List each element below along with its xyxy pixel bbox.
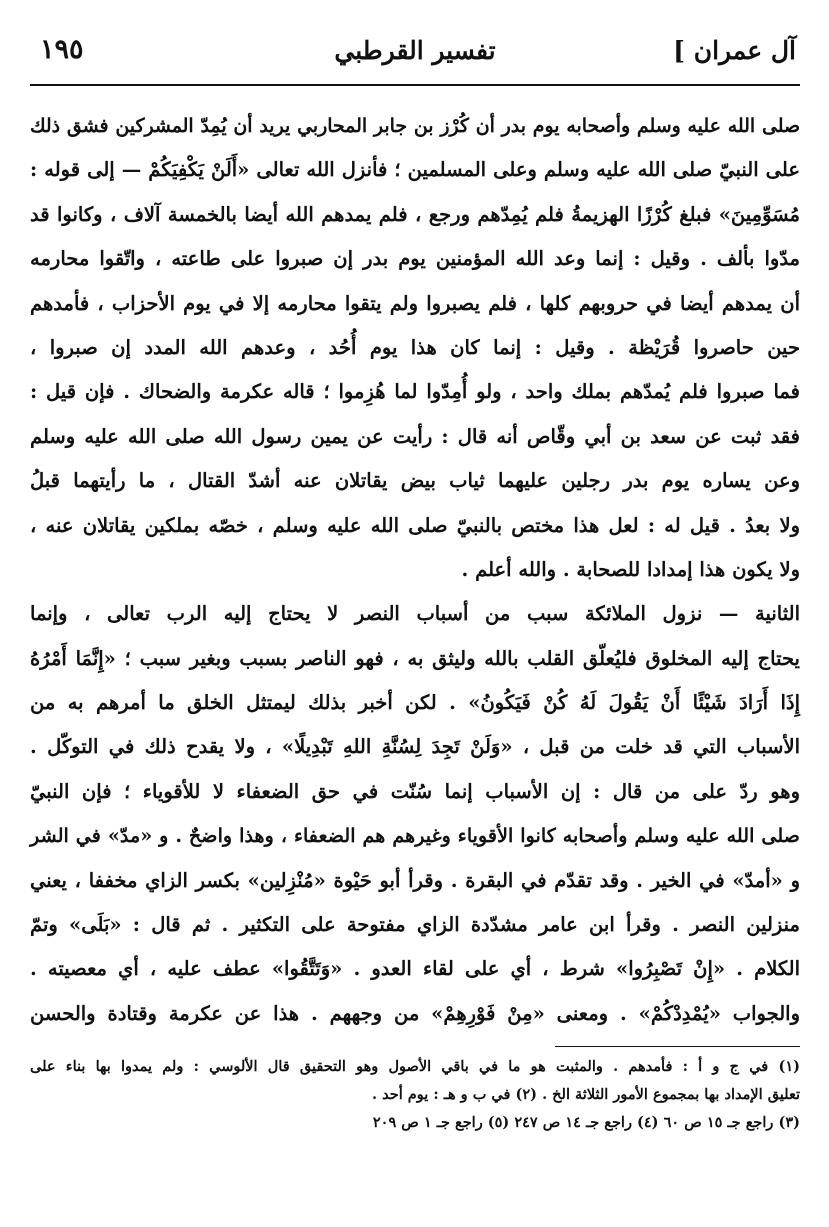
text-line: مُسَوِّمِينَ» فبلغ كُرْزًا الهزيمةُ فلم يُمِدّهم ورجع ، فلم يمدهم الله أيضا بالخمسة آلاف ، وكانوا قد [30,202,800,226]
page-header [30,28,800,86]
text-line: صلى الله عليه وسلم وأصحابه كانوا الأقوياء وغيرهم هم الضعفاء ، وهذا واضحٌ . و «مدّ» في الشر [30,824,800,848]
text-line: والجواب «يُمْدِدْكُمْ» . ومعنى «مِنْ فَوْرِهِمْ» من وجههم . هذا عن عكرمة وقتادة والحسن [30,1001,800,1025]
text-line: ولا يكون هذا إمدادا للصحابة . والله أعلم . [461,557,800,581]
text-line: الأسباب التي قد خلت من قبل ، «وَلَنْ تَجِدَ لِسُنَّةِ اللهِ تَبْدِيلًا» ، ولا يقدح ذلك في التوكّل . [30,735,800,759]
text-line: و «أمدّ» في الخير . وقد تقدّم في البقرة . وقرأ أبو حَيْوة «مُنْزِلين» بكسر الزاي مخففا ، يعني [30,868,800,892]
footnote-line: تعليق الإمداد بها بمجموع الأمور الثلاثة الخ . (٢) في ب و هـ : يوم أحد . [372,1086,800,1104]
book-page [30,28,800,1208]
page-number: ١٩٥ [40,34,84,65]
text-line: ولا بعدُ . قيل له : لعل هذا مختص بالنبيّ صلى الله عليه وسلم ، خصّه بملكين يقاتلان عنه ، [30,513,800,537]
main-text [30,104,800,1036]
footnote-line: (٣) راجع جـ ١٥ ص ٦٠ (٤) راجع جـ ١٤ ص ٢٤٧ (٥) راجع جـ ١ ص ٢٠٩ [372,1114,800,1132]
text-line: فقد ثبت عن سعد بن أبي وقّاص أنه قال : رأيت عن يمين رسول الله صلى الله عليه وسلم [30,424,800,448]
text-line: أن يمدهم أيضا في حروبهم كلها ، فلم يصبروا ولم يتقوا محارمه إلا في يوم الأحزاب ، فأمدهم [30,291,800,315]
footnote-line: (١) في ج و أ : فأمدهم . والمثبت هو ما في باقي الأصول وهو التحقيق قال الألوسي : ولم يمدوا بها بناء على [30,1058,800,1076]
surah-name: آل عمران ] [673,36,796,65]
text-line: الكلام . «إِنْ تَصْبِرُوا» شرط ، أي على لقاء العدو . «وَتَتَّقُوا» عطف عليه ، أي معصيته . [30,957,800,981]
text-line: حين حاصروا قُرَيْظة . وقيل : إنما كان هذا يوم أُحُد ، وعدهم الله المدد إن صبروا ، [30,335,800,359]
text-line: على النبيّ صلى الله عليه وسلم وعلى المسلمين ؛ فأنزل الله تعالى «أَلَنْ يَكْفِيَكُمْ — إلى قوله : [30,158,800,182]
book-title: تفسير القرطبي [334,36,496,65]
text-line: إِذَا أَرَادَ شَيْئًا أَنْ يَقُولَ لَهُ كُنْ فَيَكُونُ» . لكن أخبر بذلك ليمتثل الخلق ما أمرهم به من [30,691,800,715]
footnote-divider [555,1046,800,1047]
text-line: الثانية — نزول الملائكة سبب من أسباب النصر لا يحتاج إليه الرب تعالى ، وإنما [30,602,800,626]
text-line: وهو ردّ على من قال : إن الأسباب إنما سُنّت في حق الضعفاء لا للأقوياء ؛ فإن النبيّ [30,779,800,803]
text-line: مدّوا بألف . وقيل : إنما وعد الله المؤمنين يوم بدر إن صبروا على طاعته ، واتّقوا محارمه [30,247,800,271]
footnotes [30,1053,800,1137]
text-line: يحتاج إليه المخلوق فليُعلّق القلب بالله وليثق به ، فهو الناصر بسبب وبغير سبب ؛ «إِنَّمَا أَمْرُهُ [30,646,800,670]
text-line: منزلين النصر . وقرأ ابن عامر مشدّدة الزاي مفتوحة على التكثير . ثم قال : «بَلَى» وتمّ [30,913,800,937]
text-line: وعن يساره يوم بدر رجلين عليهما ثياب بيض يقاتلان عنه أشدّ القتال ، ما رأيتهما قبلُ [30,469,800,493]
text-line: صلى الله عليه وسلم وأصحابه يوم بدر أن كُرْز بن جابر المحاربي يريد أن يُمِدّ المشركين فشق ذلك [30,115,800,137]
text-line: فما صبروا فلم يُمدّهم بملك واحد ، ولو أُمِدّوا لما هُزِموا ؛ قاله عكرمة والضحاك . فإن قيل : [30,380,800,404]
